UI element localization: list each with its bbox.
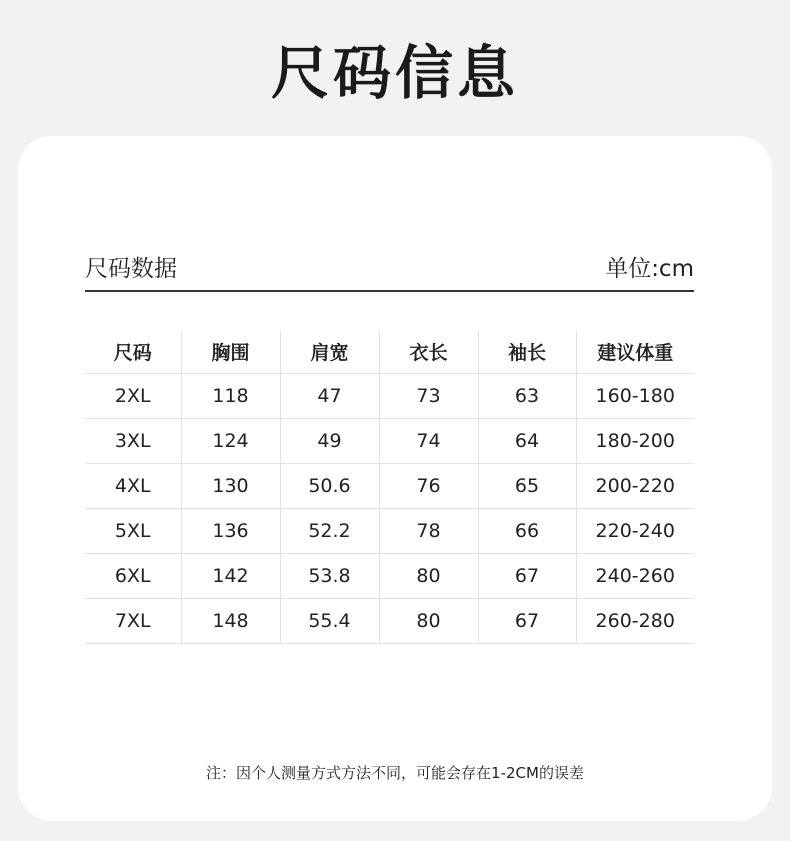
cell-length: 76 xyxy=(379,463,478,508)
cell-size: 3XL xyxy=(85,418,181,463)
header-chest: 胸围 xyxy=(181,331,280,373)
table-row xyxy=(85,598,694,643)
cell-shoulder: 53.8 xyxy=(280,553,379,598)
cell-sleeve: 65 xyxy=(478,463,576,508)
cell-chest: 142 xyxy=(181,553,280,598)
header-sleeve: 袖长 xyxy=(478,331,576,373)
cell-length: 78 xyxy=(379,508,478,553)
cell-weight: 220-240 xyxy=(576,508,694,553)
cell-shoulder: 49 xyxy=(280,418,379,463)
cell-chest: 130 xyxy=(181,463,280,508)
cell-shoulder: 52.2 xyxy=(280,508,379,553)
cell-sleeve: 66 xyxy=(478,508,576,553)
cell-length: 74 xyxy=(379,418,478,463)
cell-size: 6XL xyxy=(85,553,181,598)
cell-chest: 148 xyxy=(181,598,280,643)
cell-shoulder: 50.6 xyxy=(280,463,379,508)
table-row xyxy=(85,463,694,508)
cell-size: 7XL xyxy=(85,598,181,643)
section-title: 尺码数据 xyxy=(85,256,177,282)
table-row xyxy=(85,553,694,598)
table-header-row xyxy=(85,331,694,373)
page-title: 尺码信息 xyxy=(270,39,519,107)
table-row xyxy=(85,508,694,553)
cell-chest: 124 xyxy=(181,418,280,463)
header-size: 尺码 xyxy=(85,331,181,373)
cell-length: 73 xyxy=(379,373,478,418)
size-table xyxy=(85,331,694,644)
cell-size: 4XL xyxy=(85,463,181,508)
cell-weight: 180-200 xyxy=(576,418,694,463)
cell-chest: 118 xyxy=(181,373,280,418)
cell-chest: 136 xyxy=(181,508,280,553)
cell-sleeve: 67 xyxy=(478,553,576,598)
cell-weight: 240-260 xyxy=(576,553,694,598)
cell-length: 80 xyxy=(379,598,478,643)
cell-sleeve: 64 xyxy=(478,418,576,463)
table-row xyxy=(85,418,694,463)
cell-weight: 260-280 xyxy=(576,598,694,643)
cell-shoulder: 47 xyxy=(280,373,379,418)
size-card xyxy=(18,136,772,821)
header-shoulder: 肩宽 xyxy=(280,331,379,373)
cell-size: 2XL xyxy=(85,373,181,418)
cell-length: 80 xyxy=(379,553,478,598)
cell-sleeve: 63 xyxy=(478,373,576,418)
cell-size: 5XL xyxy=(85,508,181,553)
section-header xyxy=(85,244,694,292)
cell-shoulder: 55.4 xyxy=(280,598,379,643)
table-row xyxy=(85,373,694,418)
cell-weight: 200-220 xyxy=(576,463,694,508)
unit-label: 单位:cm xyxy=(605,256,694,282)
header-weight: 建议体重 xyxy=(576,331,694,373)
cell-weight: 160-180 xyxy=(576,373,694,418)
measurement-note: 注：因个人测量方式方法不同，可能会存在1-2CM的误差 xyxy=(206,764,584,782)
header-length: 衣长 xyxy=(379,331,478,373)
cell-sleeve: 67 xyxy=(478,598,576,643)
